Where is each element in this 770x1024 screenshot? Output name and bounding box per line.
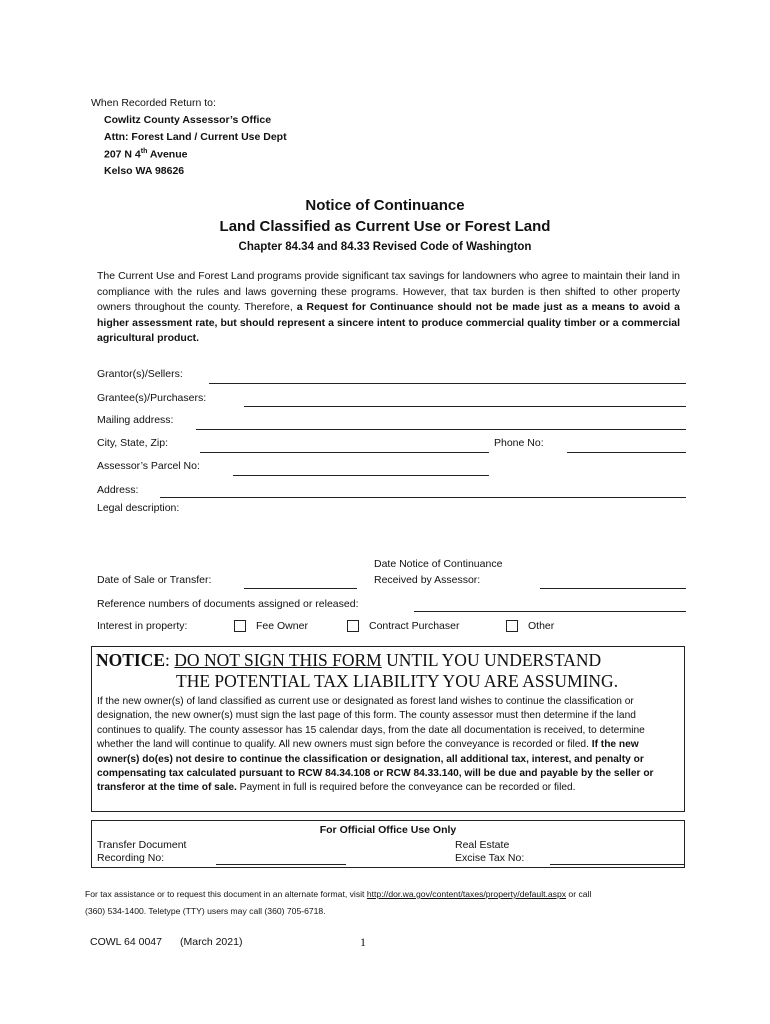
fee-owner-checkbox[interactable] [234, 620, 246, 632]
reference-label: Reference numbers of documents assigned or released: [97, 598, 359, 610]
footer-phone: (360) 534-1400. Teletype (TTY) users may call (360) 705-6718. [85, 906, 326, 916]
transfer-field[interactable] [216, 864, 346, 865]
address-field[interactable] [160, 497, 686, 498]
grantee-label: Grantee(s)/Purchasers: [97, 392, 207, 404]
return-attn: Attn: Forest Land / Current Use Dept [104, 131, 287, 143]
phone-label: Phone No: [494, 437, 544, 449]
contract-purchaser-label: Contract Purchaser [369, 620, 460, 632]
excise-field[interactable] [550, 864, 685, 865]
phone-field[interactable] [567, 452, 686, 453]
grantee-field[interactable] [244, 406, 686, 407]
reference-field[interactable] [414, 611, 686, 612]
fee-owner-label: Fee Owner [256, 620, 308, 632]
title-main: Notice of Continuance [305, 197, 465, 214]
title-chapter: Chapter 84.34 and 84.33 Revised Code of Washington [238, 241, 532, 253]
city-state-zip-label: City, State, Zip: [97, 437, 168, 449]
excise-label-1: Real Estate [455, 839, 510, 851]
date-sale-label: Date of Sale or Transfer: [97, 574, 212, 586]
grantor-field[interactable] [209, 383, 686, 384]
transfer-label-2: Recording No: [97, 852, 165, 864]
grantor-label: Grantor(s)/Sellers: [97, 368, 183, 380]
interest-label: Interest in property: [97, 620, 188, 632]
title-sub: Land Classified as Current Use or Forest Land [219, 218, 551, 235]
parcel-field[interactable] [233, 475, 489, 476]
date-notice-label-1: Date Notice of Continuance [374, 558, 503, 570]
other-checkbox[interactable] [506, 620, 518, 632]
address-label: Address: [97, 484, 139, 496]
mailing-field[interactable] [196, 429, 686, 430]
form-date: (March 2021) [180, 936, 243, 948]
assist-link[interactable]: http://dor.wa.gov/content/taxes/property/default.aspx [366, 889, 567, 899]
contract-purchaser-checkbox[interactable] [347, 620, 359, 632]
excise-label-2: Excise Tax No: [455, 852, 525, 864]
mailing-label: Mailing address: [97, 414, 174, 426]
parcel-label: Assessor’s Parcel No: [97, 460, 200, 472]
return-city: Kelso WA 98626 [104, 165, 185, 177]
page-number: 1 [360, 935, 366, 949]
return-heading: When Recorded Return to: [91, 97, 216, 109]
date-sale-field[interactable] [244, 588, 357, 589]
office-use-title: For Official Office Use Only [319, 824, 457, 836]
footer-assist: For tax assistance or to request this document in an alternate format, visit http://dor.wa.gov/content/taxes/property/default.aspx or call [85, 889, 592, 899]
notice-body: If the new owner(s) of land classified as current use or designated as forest land wishes to continue the classification or designation, the new owner(s) must sign the last page of this form. The county assessor must then determine if the land continues to qualify. The county assessor has 15 calendar days, from the date all documentation is received, to determine whether the land will continue to qualify. All new owners must sign before the conveyance is recorded or filed. If the new owner(s) do(es) not desire to continue the classification or designation, all additional tax, interest, and penalty or compensating tax calculated pursuant to RCW 84.34.108 or RCW 84.33.140, will be due and payable by the seller or transferor at the time of sale. Payment in full is required before the conveyance can be recorded or filed. [97, 696, 654, 794]
date-notice-field[interactable] [540, 588, 686, 589]
other-label: Other [528, 620, 555, 632]
return-office: Cowlitz County Assessor’s Office [104, 114, 272, 126]
notice-heading-line2: THE POTENTIAL TAX LIABILITY YOU ARE ASSUMING. [176, 671, 619, 691]
intro-paragraph: The Current Use and Forest Land programs provide significant tax savings for landowners who agree to maintain their land in compliance with the rules and laws governing these programs. However, that tax burden is then shifted to other property owners throughout the county. Therefore, a Request for Continuance should not be made just as a means to avoid a higher assessment rate, but should represent a sincere intent to produce commercial quality timber or a commercial agricultural product. [97, 270, 680, 345]
transfer-label-1: Transfer Document [97, 839, 187, 851]
form-code: COWL 64 0047 [90, 936, 162, 948]
city-state-zip-field[interactable] [200, 452, 489, 453]
legal-description-label: Legal description: [97, 502, 180, 514]
date-notice-label-2: Received by Assessor: [374, 574, 481, 586]
notice-heading-line1: NOTICE: DO NOT SIGN THIS FORM UNTIL YOU UNDERSTAND [96, 650, 602, 670]
return-street: 207 N 4th Avenue [104, 148, 188, 161]
